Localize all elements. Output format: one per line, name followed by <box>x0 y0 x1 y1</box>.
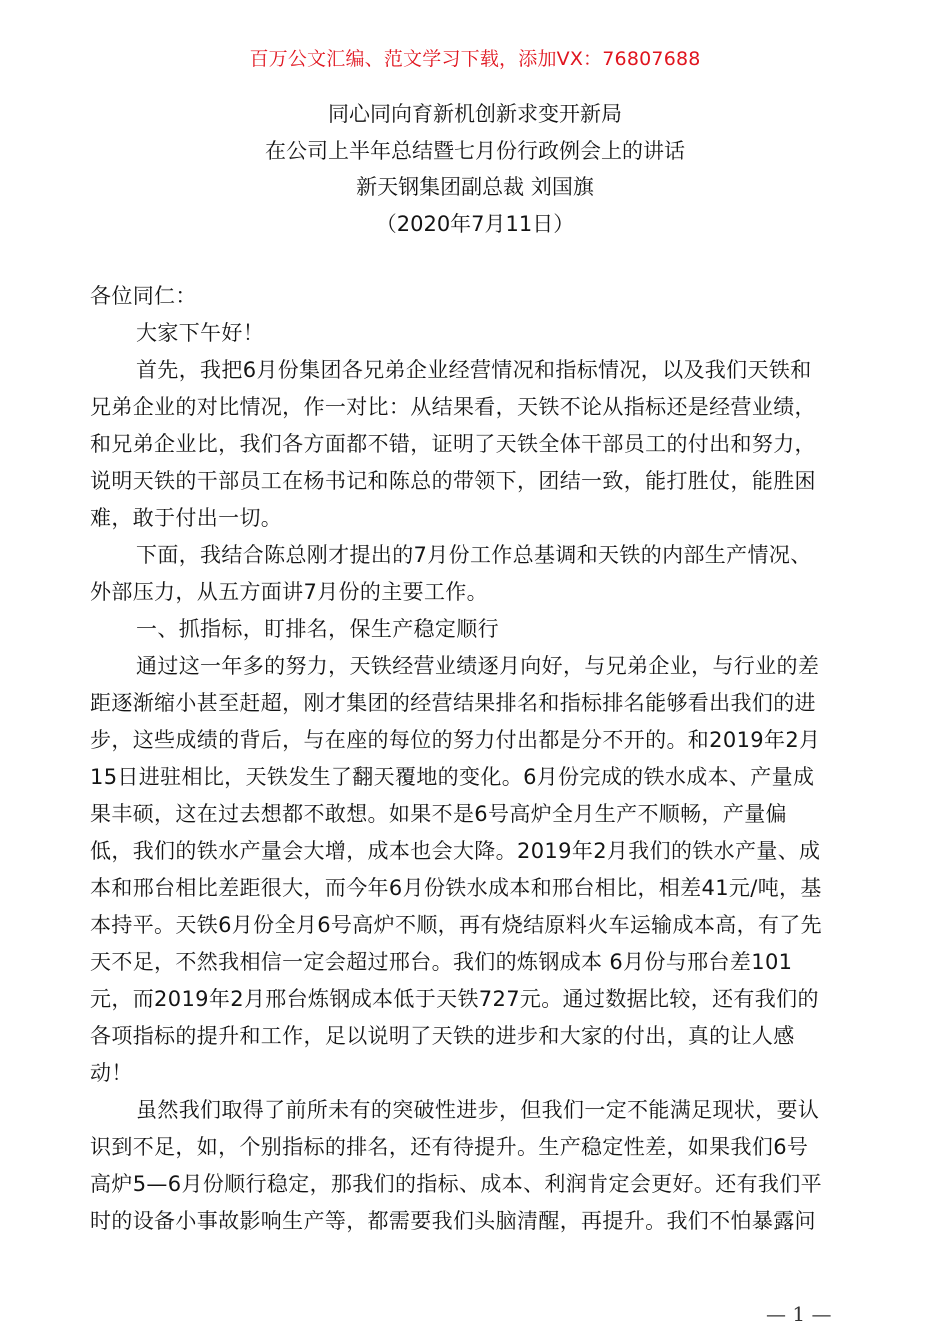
body-line: 动！ <box>90 1061 133 1085</box>
body-line: 距逐渐缩小甚至赶超，刚才集团的经营结果排名和指标排名能够看出我们的进 <box>90 691 816 715</box>
body-line: 各项指标的提升和工作，足以说明了天铁的进步和大家的付出，真的让人感 <box>90 1024 795 1048</box>
body-line: 说明天铁的干部员工在杨书记和陈总的带领下，团结一致，能打胜仗，能胜困 <box>90 469 816 493</box>
body-line: 15日进驻相比，天铁发生了翻天覆地的变化。6月份完成的铁水成本、产量成 <box>90 765 815 789</box>
body-line: 识到不足，如，个别指标的排名，还有待提升。生产稳定性差，如果我们6号 <box>90 1135 809 1159</box>
body-line: 步，这些成绩的背后，与在座的每位的努力付出都是分不开的。和2019年2月 <box>90 728 821 752</box>
body-line: 各位同仁： <box>90 284 197 308</box>
body-line: 外部压力，从五方面讲7月份的主要工作。 <box>90 580 489 604</box>
body-line: 首先，我把6月份集团各兄弟企业经营情况和指标情况，以及我们天铁和 <box>136 358 812 382</box>
body-line: 兄弟企业的对比情况，作一对比：从结果看，天铁不论从指标还是经营业绩， <box>90 395 816 419</box>
document-body <box>90 278 870 1240</box>
body-line: 和兄弟企业比，我们各方面都不错，证明了天铁全体干部员工的付出和努力， <box>90 432 816 456</box>
body-line: 时的设备小事故影响生产等，都需要我们头脑清醒，再提升。我们不怕暴露问 <box>90 1209 816 1233</box>
document-date: （2020年7月11日） <box>375 211 575 236</box>
body-line: 天不足，不然我相信一定会超过邢台。我们的炼钢成本 6月份与邢台差101 <box>90 950 793 974</box>
document-subtitle: 在公司上半年总结暨七月份行政例会上的讲话 <box>265 138 685 163</box>
body-line: 通过这一年多的努力，天铁经营业绩逐月向好，与兄弟企业，与行业的差 <box>136 654 820 678</box>
body-line: 难，敢于付出一切。 <box>90 506 283 530</box>
document-author: 新天钢集团副总裁 刘国旗 <box>356 175 594 199</box>
body-line: 低，我们的铁水产量会大增，成本也会大降。2019年2月我们的铁水产量、成 <box>90 839 821 863</box>
body-line: 下面，我结合陈总刚才提出的7月份工作总基调和天铁的内部生产情况、 <box>136 543 812 567</box>
body-line: 一、抓指标，盯排名，保生产稳定顺行 <box>136 617 499 641</box>
page-number: — 1 — <box>766 1302 832 1326</box>
document-title-block <box>0 96 950 242</box>
body-line: 虽然我们取得了前所未有的突破性进步，但我们一定不能满足现状，要认 <box>136 1098 820 1122</box>
body-line: 果丰硕，这在过去想都不敢想。如果不是6号高炉全月生产不顺畅，产量偏 <box>90 802 787 826</box>
body-line: 元，而2019年2月邢台炼钢成本低于天铁727元。通过数据比较，还有我们的 <box>90 987 819 1011</box>
body-line: 高炉5—6月份顺行稳定，那我们的指标、成本、利润肯定会更好。还有我们平 <box>90 1172 822 1196</box>
document-title: 同心同向育新机创新求变开新局 <box>328 102 622 126</box>
body-line: 本和邢台相比差距很大，而今年6月份铁水成本和邢台相比，相差41元/吨，基 <box>90 876 822 900</box>
watermark-banner: 百万公文汇编、范文学习下载，添加VX：76807688 <box>249 48 701 70</box>
body-line: 本持平。天铁6月份全月6号高炉不顺，再有烧结原料火车运输成本高，有了先 <box>90 913 822 937</box>
body-line: 大家下午好！ <box>136 321 265 345</box>
